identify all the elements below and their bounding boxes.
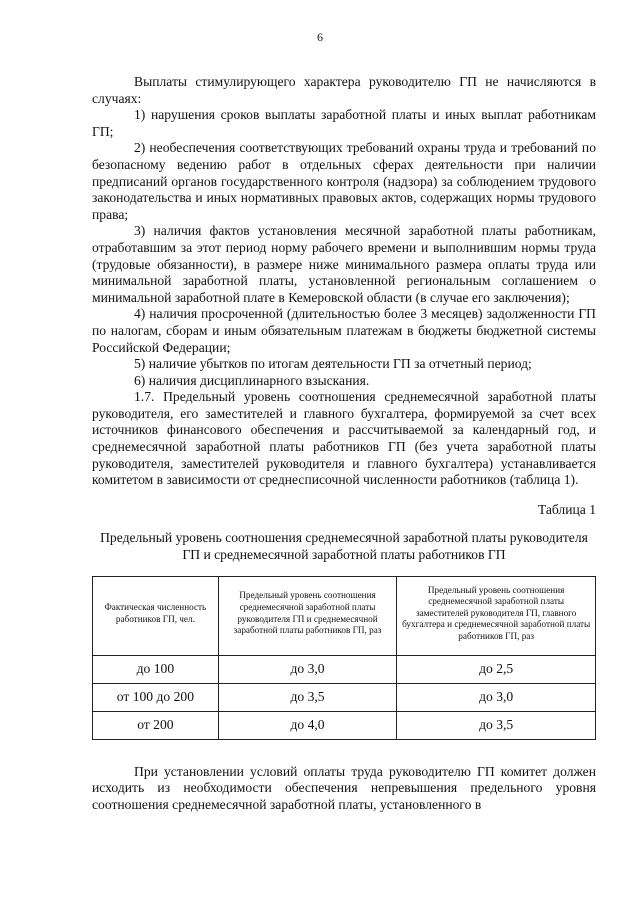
paragraph-item-1: 1) нарушения сроков выплаты заработной платы и иных выплат работникам ГП; xyxy=(92,107,596,139)
document-body xyxy=(92,74,596,813)
cell-deputies-ratio: до 2,5 xyxy=(397,655,596,683)
table-row xyxy=(93,711,596,739)
paragraph-section-1-7: 1.7. Предельный уровень соотношения среднемесячной заработной платы руководителя, его заместителей и главного бухгалтера, формируемой за счет всех источников финансового обеспечения и рассчитываемой за календарный год, и среднемесячной заработной платы работников ГП (без учета заработной платы руководителя, заместителей руководителя и главного бухгалтера) устанавливается комитетом в зависимости от среднесписочной численности работников (таблица 1). xyxy=(92,389,596,488)
paragraph-item-6: 6) наличия дисциплинарного взыскания. xyxy=(134,372,370,388)
cell-deputies-ratio: до 3,5 xyxy=(397,711,596,739)
cell-headcount: до 100 xyxy=(93,655,219,683)
cell-director-ratio: до 4,0 xyxy=(218,711,397,739)
paragraph-item-3: 3) наличия фактов установления месячной заработной платы работникам, отработавшим за этот период норму рабочего времени и выполнившим нормы труда (трудовые обязанности), в размере ниже минимального размера оплаты труда или минимальной заработной платы, установленной региональным соглашением о минимальной заработной плате в Кемеровской области (в случае его заключения); xyxy=(92,223,596,305)
header-deputies-ratio: Предельный уровень соотношения среднемесячной заработной платы заместителей руководителя ГП, главного бухгалтера и среднемесячной заработной платы работников ГП, раз xyxy=(397,576,596,655)
paragraph-after-table: При установлении условий оплаты труда руководителю ГП комитет должен исходить из необходимости обеспечения непревышения предельного уровня соотношения среднемесячной заработной платы, установленного в xyxy=(92,763,596,812)
header-headcount: Фактическая численность работников ГП, чел. xyxy=(93,576,219,655)
paragraph-item-2: 2) необеспечения соответствующих требований охраны труда и требований по безопасному ведению работ в отдельных сферах деятельности при наличии предписаний органов государственного контроля (надзора) за соблюдением трудового законодательства и иных нормативных правовых актов, содержащих нормы трудового права; xyxy=(92,140,596,222)
cell-headcount: от 200 xyxy=(93,711,219,739)
cell-director-ratio: до 3,0 xyxy=(218,655,397,683)
cell-deputies-ratio: до 3,0 xyxy=(397,683,596,711)
paragraph-item-5: 5) наличие убытков по итогам деятельности ГП за отчетный период; xyxy=(134,356,532,372)
table-caption: Таблица 1 xyxy=(537,501,596,517)
paragraph-intro: Выплаты стимулирующего характера руководителю ГП не начисляются в случаях: xyxy=(92,74,596,106)
table-row xyxy=(93,683,596,711)
salary-ratio-table xyxy=(92,576,596,740)
paragraph-item-4: 4) наличия просроченной (длительностью более 3 месяцев) задолженности ГП по налогам, сборам и иным обязательным платежам в бюджеты бюджетной системы Российской Федерации; xyxy=(92,306,596,355)
table-header-row xyxy=(93,576,596,655)
cell-headcount: от 100 до 200 xyxy=(93,683,219,711)
cell-director-ratio: до 3,5 xyxy=(218,683,397,711)
header-director-ratio: Предельный уровень соотношения среднемесячной заработной платы руководителя ГП и среднемесячной заработной платы работников ГП, раз xyxy=(218,576,397,655)
table-title: Предельный уровень соотношения среднемесячной заработной платы руководителя ГП и среднемесячной заработной платы работников ГП xyxy=(100,530,588,563)
page-number: 6 xyxy=(317,30,323,44)
table-row xyxy=(93,655,596,683)
